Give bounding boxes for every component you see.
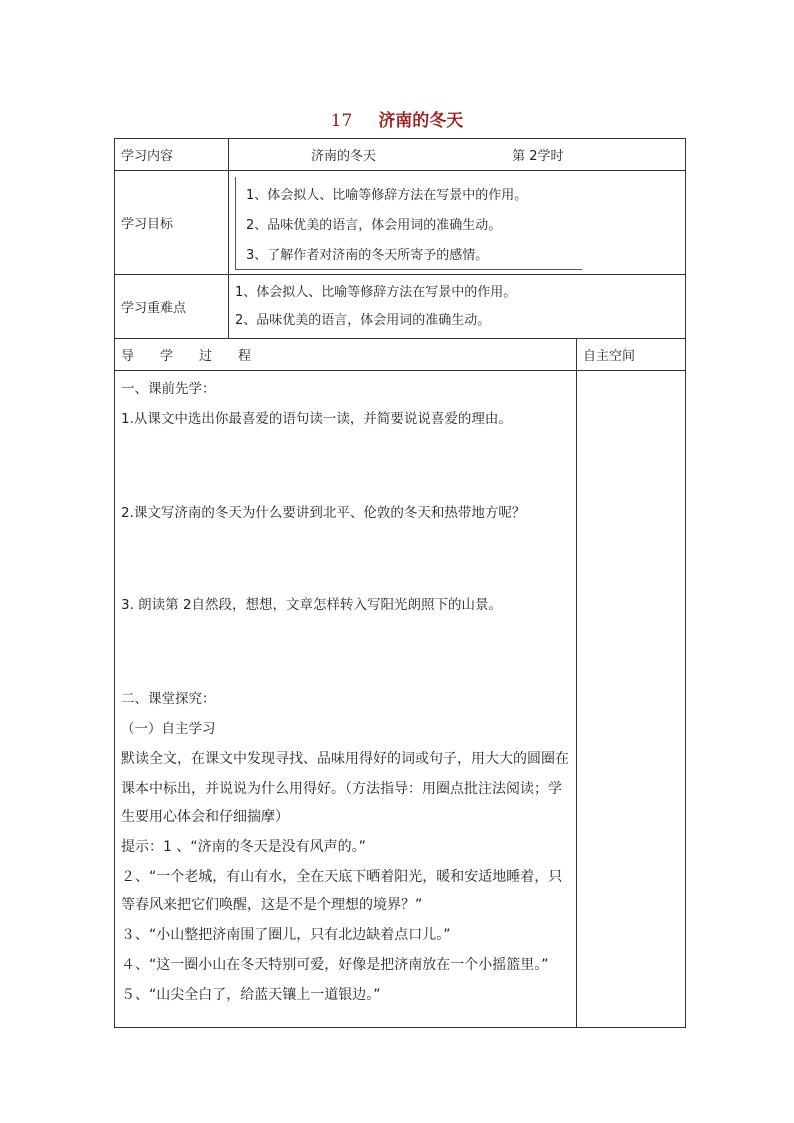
process-cell [115,371,577,1028]
goals-cell [229,171,686,275]
instruction-line: 生要用心体会和仔细揣摩） [121,809,289,825]
hint-2-cont: 等春风来把它们唤醒，这是不是个理想的境界？” [121,897,423,913]
content-row [115,139,686,171]
lesson-plan-table [114,138,686,1028]
period-value: 第 2学时 [512,149,564,164]
process-header: 导 学 过 程 [115,339,577,371]
difficulty-item: 1、体会拟人、比喻等修辞方法在写景中的作用。 [235,284,517,300]
goals-row [115,171,686,275]
difficulty-label: 学习重难点 [115,275,229,339]
space-cell [577,371,686,1028]
process-row [115,371,686,1028]
goal-item: 3、了解作者对济南的冬天所寄予的感情。 [246,247,489,263]
difficulty-row [115,275,686,339]
process-header-row [115,339,686,371]
question-1: 1.从课文中选出你最喜爱的语句读一读，并简要说说喜爱的理由。 [121,411,512,427]
content-value: 济南的冬天 [311,149,377,164]
question-3: 3. 朗读第 2自然段，想想，文章怎样转入写阳光朗照下的山景。 [121,597,503,613]
goal-item: 1、体会拟人、比喻等修辞方法在写景中的作用。 [246,187,528,203]
instruction-line: 课本中标出，并说说为什么用得好。（方法指导：用圈点批注法阅读；学 [121,781,562,797]
hint-4: ４、“这一圈小山在冬天特别可爱，好像是把济南放在一个小摇篮里。” [121,957,549,973]
goals-list [235,177,582,270]
difficulty-item: 2、品味优美的语言，体会用词的准确生动。 [235,312,491,328]
goal-item: 2、品味优美的语言，体会用词的准确生动。 [246,217,502,233]
lesson-number: 17 [330,111,353,131]
content-cell [229,139,686,171]
difficulty-cell [229,275,686,339]
hint-3: ３、“小山整把济南围了圈儿，只有北边缺着点口儿。” [121,927,451,943]
class-heading: 二、课堂探究： [121,691,216,707]
lesson-title: 济南的冬天 [378,111,464,131]
hint-2: ２、“一个老城，有山有水，全在天底下晒着阳光，暖和安适地睡着，只 [121,869,563,885]
goals-label: 学习目标 [115,171,229,275]
space-header: 自主空间 [577,339,686,371]
sub-heading: （一）自主学习 [121,721,216,737]
hint-5: ５、“山尖全白了，给蓝天镶上一道银边。” [121,987,381,1003]
page-title [0,106,794,131]
pre-class-heading: 一、课前先学： [121,381,216,397]
hint-1: 提示：1 、“济南的冬天是没有风声的。” [121,839,366,855]
question-2: 2.课文写济南的冬天为什么要讲到北平、伦敦的冬天和热带地方呢？ [121,505,526,521]
instruction-line: 默读全文，在课文中发现寻找、品味用得好的词或句子，用大大的圆圈在 [121,751,569,767]
content-label: 学习内容 [115,139,229,171]
